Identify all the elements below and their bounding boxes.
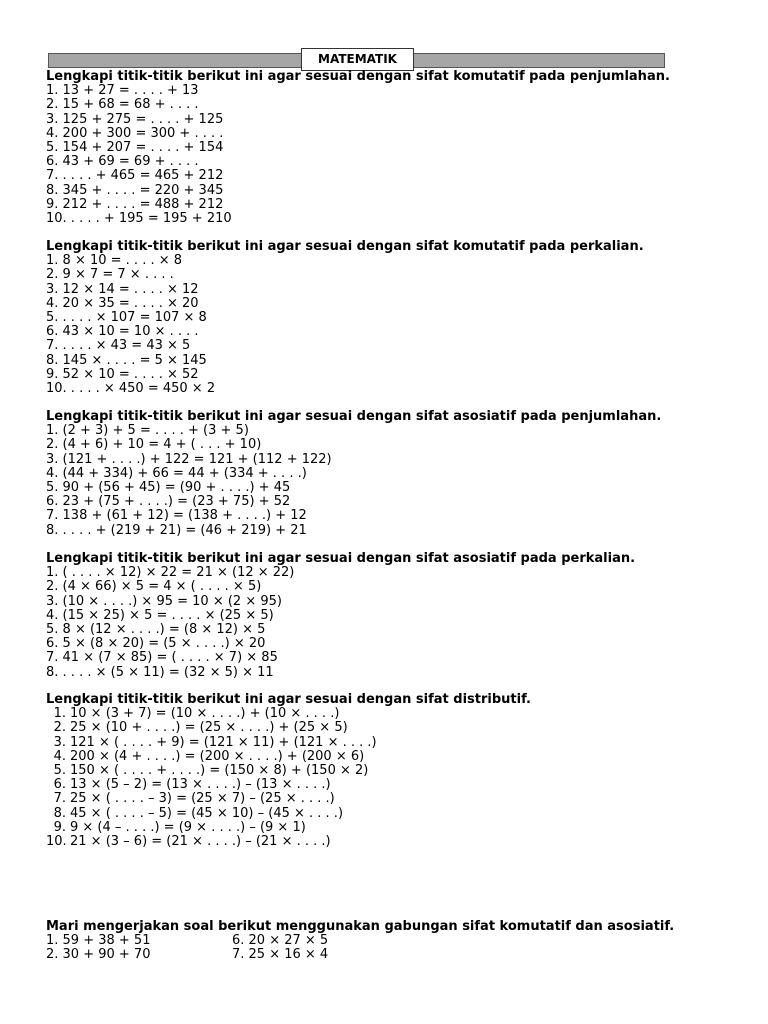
item-text: 9 × (4 – . . . .) = (9 × . . . .) – (9 × 1) (70, 819, 306, 835)
section-distributive (46, 693, 746, 849)
list-item (46, 764, 746, 778)
list-item: 5. 90 + (56 + 45) = (90 + . . . .) + 45 (46, 480, 291, 496)
list-item: 7. 138 + (61 + 12) = (138 + . . . .) + 12 (46, 508, 307, 524)
item-number: 7. (53, 791, 66, 807)
item-number: 6. (53, 777, 66, 793)
list-item (46, 835, 746, 849)
list-item: 6. 43 × 10 = 10 × . . . . (46, 324, 199, 340)
item-text: 25 × (10 + . . . .) = (25 × . . . .) + (25 × 5) (70, 720, 348, 736)
item-number: 10. (46, 834, 67, 850)
list-item: 4. (44 + 334) + 66 = 44 + (334 + . . . .) (46, 465, 307, 481)
item-text: 150 × ( . . . . + . . . .) = (150 × 8) + (150 × 2) (70, 763, 369, 779)
list-item: 6. 23 + (75 + . . . .) = (23 + 75) + 52 (46, 494, 291, 510)
list-item (46, 721, 746, 735)
list-item: 10. . . . . + 195 = 195 + 210 (46, 211, 232, 227)
list-item: 2. 30 + 90 + 70 (46, 947, 151, 963)
section-combined (46, 920, 746, 963)
item-text: 10 × (3 + 7) = (10 × . . . .) + (10 × . . . .) (70, 706, 340, 722)
section-commutative-multiplication (46, 240, 746, 396)
list-item: 8. . . . . + (219 + 21) = (46 + 219) + 21 (46, 522, 307, 538)
list-item: 1. 59 + 38 + 51 (46, 933, 151, 949)
list-item: 4. 200 + 300 = 300 + . . . . (46, 125, 224, 141)
item-text: 121 × ( . . . . + 9) = (121 × 11) + (121 × . . . .) (70, 734, 377, 750)
list-item: 7. . . . . × 43 = 43 × 5 (46, 338, 191, 354)
section-heading: Lengkapi titik-titik berikut ini agar sesuai dengan sifat asosiatif pada penjumlahan. (46, 409, 662, 424)
list-item (46, 792, 746, 806)
list-item: 10. . . . . × 450 = 450 × 2 (46, 381, 216, 397)
list-item (46, 750, 746, 764)
section-heading: Lengkapi titik-titik berikut ini agar sesuai dengan sifat komutatif pada perkalian. (46, 239, 644, 254)
section-heading: Mari mengerjakan soal berikut menggunakan gabungan sifat komutatif dan asosiatif. (46, 919, 675, 934)
list-item: 5. 8 × (12 × . . . .) = (8 × 12) × 5 (46, 622, 266, 638)
list-item: 7. 25 × 16 × 4 (232, 947, 329, 963)
list-item: 4. (15 × 25) × 5 = . . . . × (25 × 5) (46, 607, 274, 623)
list-item: 4. 20 × 35 = . . . . × 20 (46, 295, 199, 311)
list-item: 8. 145 × . . . . = 5 × 145 (46, 352, 207, 368)
list-item: 2. (4 + 6) + 10 = 4 + ( . . . + 10) (46, 437, 262, 453)
item-number: 2. (53, 720, 66, 736)
item-text: 21 × (3 – 6) = (21 × . . . .) – (21 × . . . .) (70, 834, 331, 850)
item-number: 3. (53, 734, 66, 750)
list-item (46, 736, 746, 750)
list-item (46, 821, 746, 835)
section-heading: Lengkapi titik-titik berikut ini agar sesuai dengan sifat distributif. (46, 692, 531, 707)
list-item: 2. 9 × 7 = 7 × . . . . (46, 267, 174, 283)
list-item: 1. ( . . . . × 12) × 22 = 21 × (12 × 22) (46, 565, 295, 581)
item-text: 25 × ( . . . . – 3) = (25 × 7) – (25 × . . . .) (70, 791, 335, 807)
section-associative-multiplication (46, 552, 746, 680)
list-item: 1. 8 × 10 = . . . . × 8 (46, 253, 183, 269)
list-item: 9. 212 + . . . . = 488 + 212 (46, 196, 224, 212)
list-item: 3. (121 + . . . .) + 122 = 121 + (112 + 122) (46, 451, 332, 467)
list-row (46, 948, 746, 962)
item-number: 1. (53, 706, 66, 722)
list-item: 2. 15 + 68 = 68 + . . . . (46, 97, 199, 113)
section-heading: Lengkapi titik-titik berikut ini agar sesuai dengan sifat asosiatif pada perkalian. (46, 551, 636, 566)
list-item (46, 778, 746, 792)
list-item: 8. 345 + . . . . = 220 + 345 (46, 182, 224, 198)
list-item: 3. (10 × . . . .) × 95 = 10 × (2 × 95) (46, 593, 282, 609)
list-item: 1. 13 + 27 = . . . . + 13 (46, 83, 199, 99)
section-commutative-addition (46, 70, 746, 226)
list-item: 5. . . . . × 107 = 107 × 8 (46, 310, 207, 326)
list-item: 3. 12 × 14 = . . . . × 12 (46, 281, 199, 297)
item-text: 13 × (5 – 2) = (13 × . . . .) – (13 × . . . .) (70, 777, 331, 793)
list-item: 6. 5 × (8 × 20) = (5 × . . . .) × 20 (46, 636, 266, 652)
item-number: 4. (53, 748, 66, 764)
item-number: 8. (53, 805, 66, 821)
list-item: 3. 125 + 275 = . . . . + 125 (46, 111, 224, 127)
section-heading: Lengkapi titik-titik berikut ini agar sesuai dengan sifat komutatif pada penjumlahan. (46, 69, 670, 84)
list-item: 6. 43 + 69 = 69 + . . . . (46, 154, 199, 170)
list-item (46, 807, 746, 821)
list-item: 8. . . . . × (5 × 11) = (32 × 5) × 11 (46, 664, 274, 680)
section-associative-addition (46, 410, 746, 538)
item-number: 5. (53, 763, 66, 779)
list-item (46, 707, 746, 721)
list-item: 6. 20 × 27 × 5 (232, 933, 329, 949)
list-item: 7. 41 × (7 × 85) = ( . . . . × 7) × 85 (46, 650, 278, 666)
list-item: 2. (4 × 66) × 5 = 4 × ( . . . . × 5) (46, 579, 262, 595)
list-item: 9. 52 × 10 = . . . . × 52 (46, 366, 199, 382)
list-row (46, 934, 746, 948)
item-text: 200 × (4 + . . . .) = (200 × . . . .) + (200 × 6) (70, 748, 365, 764)
item-number: 9. (53, 819, 66, 835)
list-item: 1. (2 + 3) + 5 = . . . . + (3 + 5) (46, 423, 249, 439)
page-title: MATEMATIK (301, 48, 414, 71)
list-item: 5. 154 + 207 = . . . . + 154 (46, 140, 224, 156)
item-text: 45 × ( . . . . – 5) = (45 × 10) – (45 × . . . .) (70, 805, 344, 821)
list-item: 7. . . . . + 465 = 465 + 212 (46, 168, 224, 184)
